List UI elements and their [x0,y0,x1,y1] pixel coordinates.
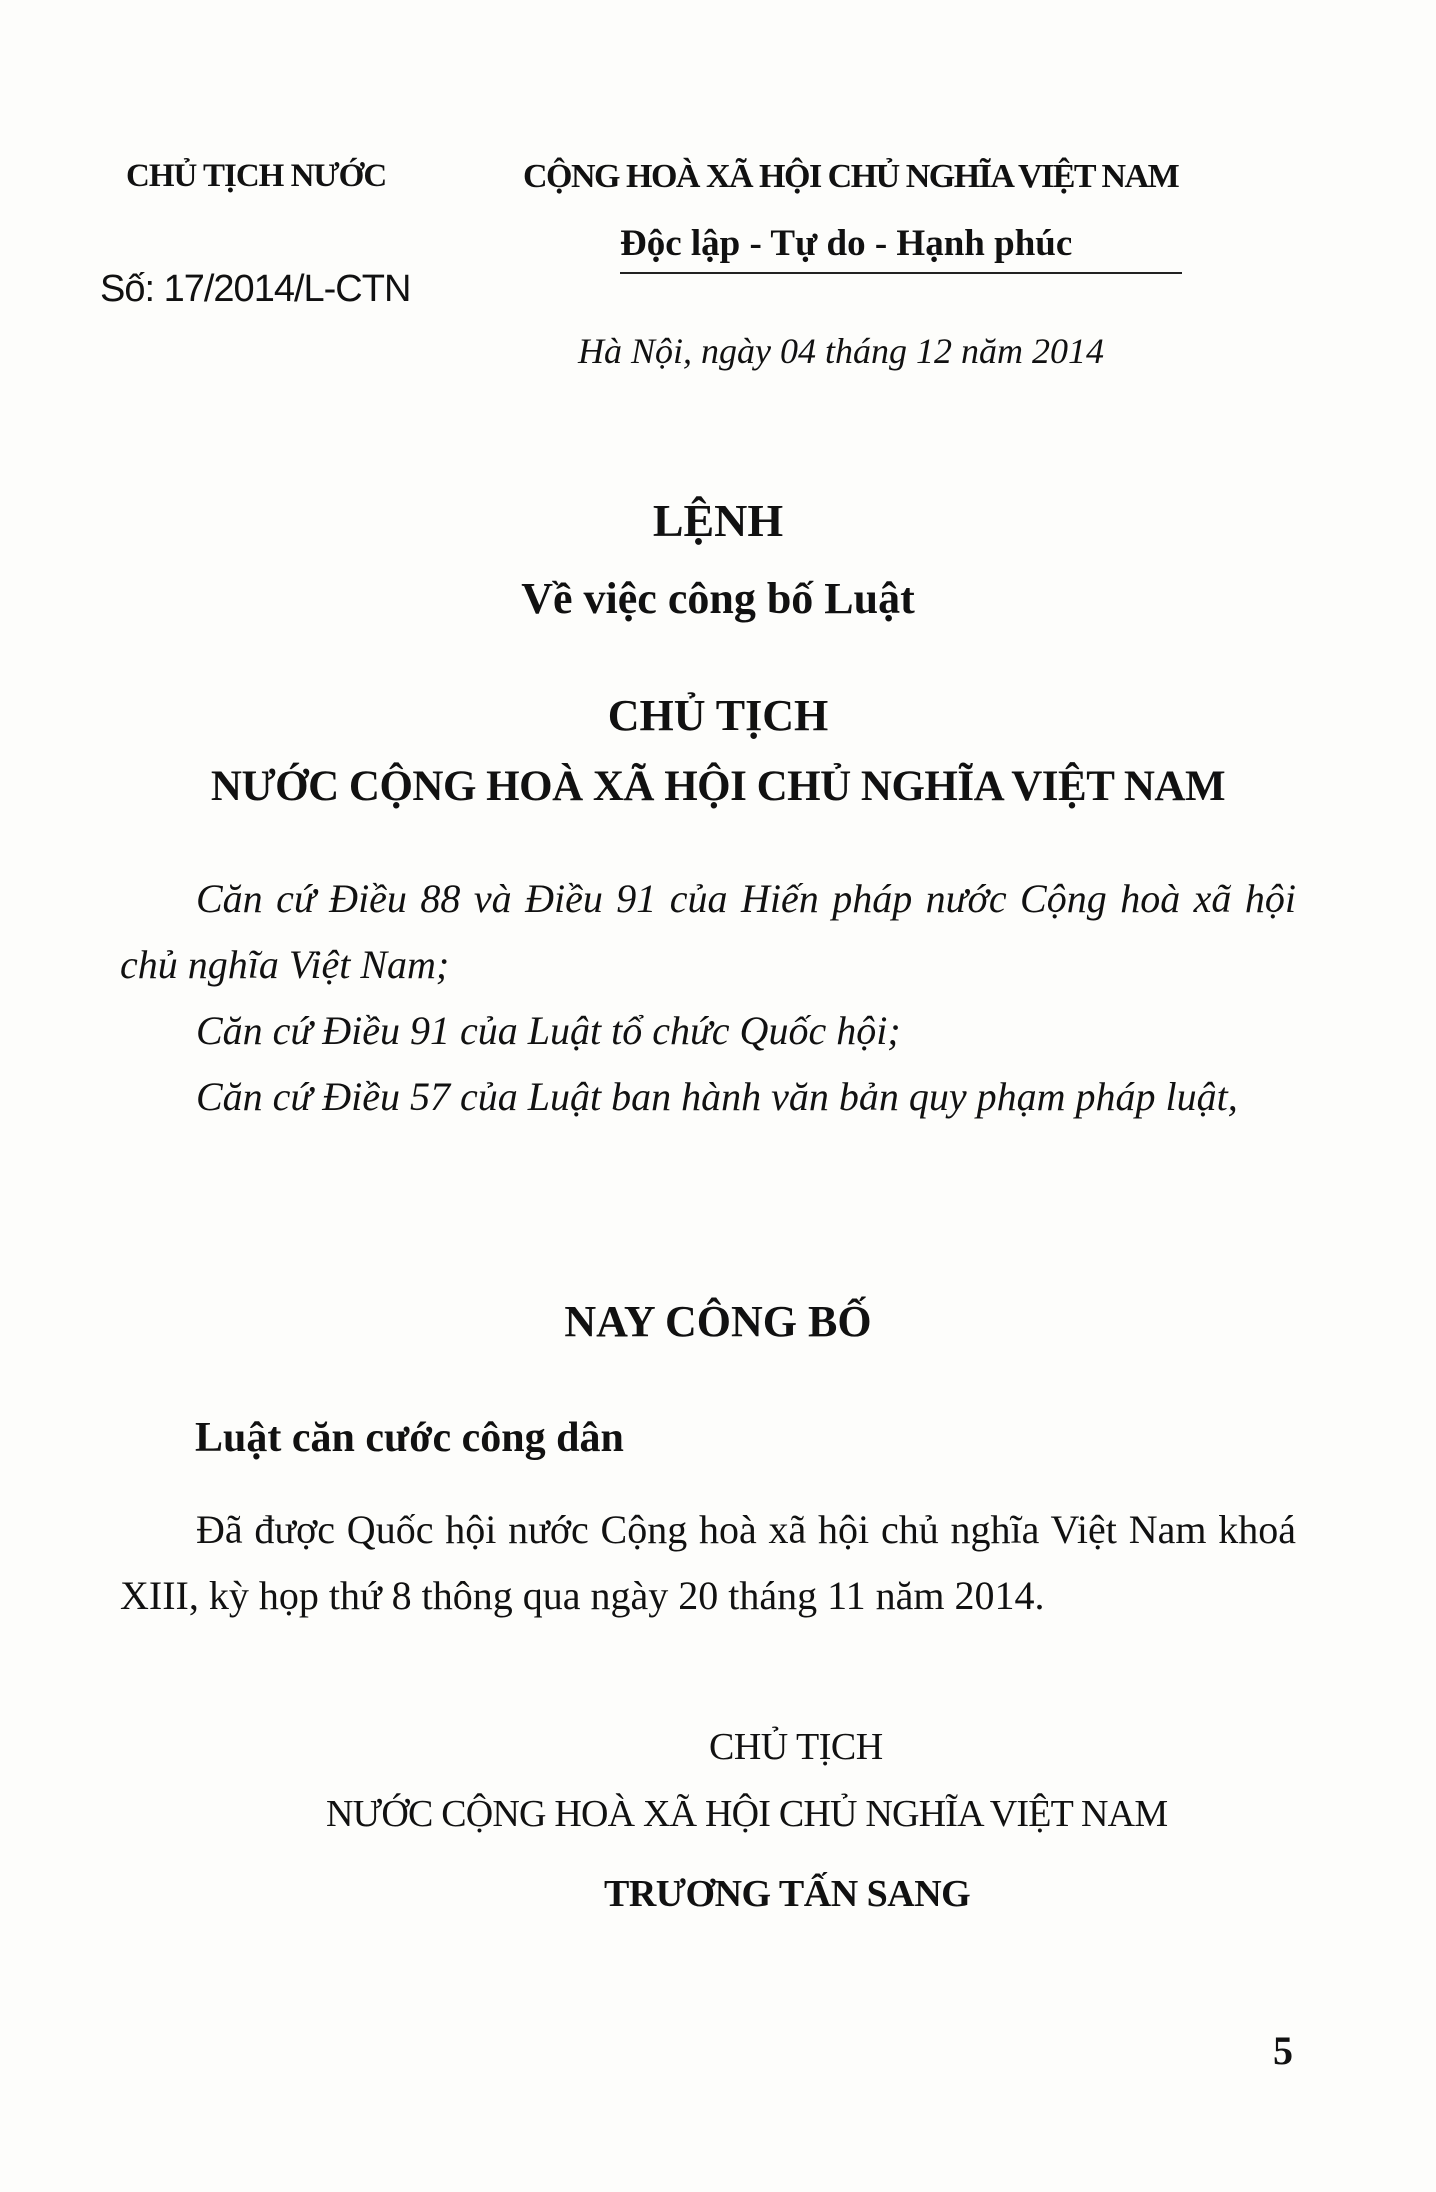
page-number: 5 [1273,2028,1293,2073]
signatory-name: TRƯƠNG TẤN SANG [604,1873,971,1915]
motto-underline [620,272,1182,274]
passage-paragraph [120,1497,1296,1629]
issuer-title: CHỦ TỊCH [607,691,829,740]
legal-basis-item: Căn cứ Điều 88 và Điều 91 của Hiến pháp nước Cộng hoà xã hội chủ nghĩa Việt Nam; [120,876,1296,987]
law-name: Luật căn cước công dân [195,1415,624,1461]
passage-text: Đã được Quốc hội nước Cộng hoà xã hội chủ nghĩa Việt Nam khoá XIII, kỳ họp thứ 8 thông qua ngày 20 tháng 11 năm 2014. [120,1507,1296,1618]
document-number: Số: 17/2014/L-CTN [100,268,411,310]
document-title: LỆNH [652,495,784,546]
issuer-heading: CHỦ TỊCH NƯỚC [126,158,387,194]
signature-title: CHỦ TỊCH [709,1726,883,1768]
national-motto: Độc lập - Tự do - Hạnh phúc [620,223,1073,264]
legal-basis-item: Căn cứ Điều 57 của Luật ban hành văn bản quy phạm pháp luật, [196,1074,1238,1119]
document-subtitle: Về việc công bố Luật [521,574,915,623]
legal-basis [120,866,1296,1130]
legal-basis-item: Căn cứ Điều 91 của Luật tổ chức Quốc hội; [196,1008,901,1053]
signature-organization: NƯỚC CỘNG HOÀ XÃ HỘI CHỦ NGHĨA VIỆT NAM [326,1793,1168,1835]
issuer-organization: NƯỚC CỘNG HOÀ XÃ HỘI CHỦ NGHĨA VIỆT NAM [210,763,1226,810]
country-name: CỘNG HOÀ XÃ HỘI CHỦ NGHĨA VIỆT NAM [523,158,1179,195]
place-and-date: Hà Nội, ngày 04 tháng 12 năm 2014 [578,331,1104,371]
proclamation-heading: NAY CÔNG BỐ [564,1297,872,1346]
